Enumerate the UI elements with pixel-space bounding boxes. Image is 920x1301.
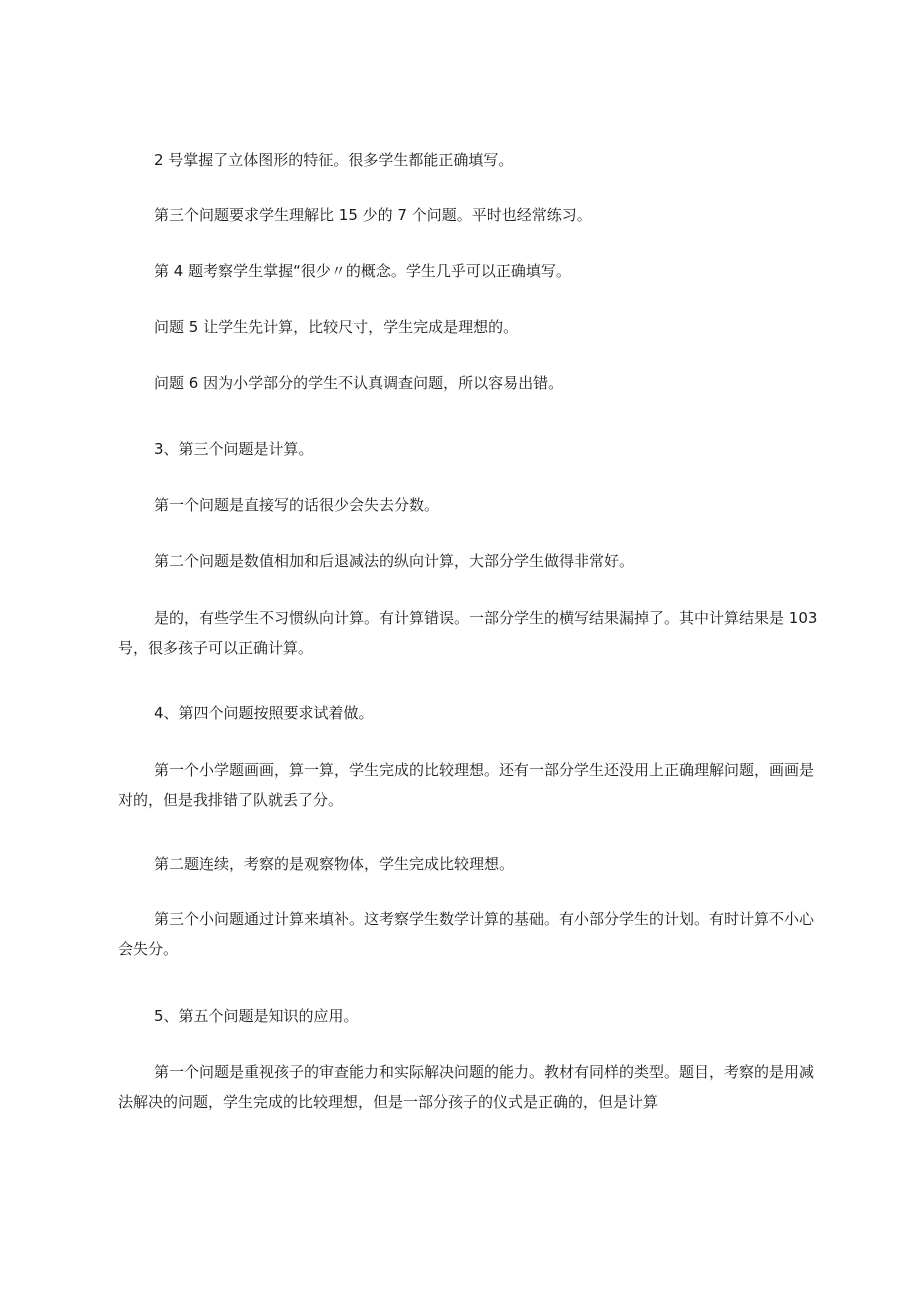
section-heading: 3、第三个问题是计算。 bbox=[154, 440, 314, 458]
paragraph: 第一个小学题画画，算一算，学生完成的比较理想。还有一部分学生还没用上正确理解问题，画画是对的，但是我排错了队就丢了分。 bbox=[118, 761, 815, 809]
paragraph: 第一个问题是重视孩子的审查能力和实际解决问题的能力。教材有同样的类型。题目，考察的是用减法解决的问题，学生完成的比较理想，但是一部分孩子的仪式是正确的，但是计算 bbox=[118, 1063, 815, 1111]
paragraph: 第二个问题是数值相加和后退减法的纵向计算，大部分学生做得非常好。 bbox=[154, 552, 635, 570]
paragraph: 2 号掌握了立体图形的特征。很多学生都能正确填写。 bbox=[154, 151, 514, 169]
paragraph: 第三个小问题通过计算来填补。这考察学生数学计算的基础。有小部分学生的计划。有时计算不小心会失分。 bbox=[118, 910, 815, 958]
paragraph: 问题 6 因为小学部分的学生不认真调查问题，所以容易出错。 bbox=[154, 374, 564, 392]
paragraph: 是的，有些学生不习惯纵向计算。有计算错误。一部分学生的横写结果漏掉了。其中计算结果是 103 号，很多孩子可以正确计算。 bbox=[118, 609, 818, 657]
paragraph: 第一个问题是直接写的话很少会失去分数。 bbox=[154, 496, 440, 514]
section-heading: 5、第五个问题是知识的应用。 bbox=[154, 1007, 359, 1025]
paragraph: 问题 5 让学生先计算，比较尺寸，学生完成是理想的。 bbox=[154, 318, 519, 336]
paragraph: 第 4 题考察学生掌握“很少〃的概念。学生几乎可以正确填写。 bbox=[154, 262, 571, 280]
paragraph: 第二题连续，考察的是观察物体，学生完成比较理想。 bbox=[154, 855, 515, 873]
paragraph: 第三个问题要求学生理解比 15 少的 7 个问题。平时也经常练习。 bbox=[154, 206, 592, 224]
section-heading: 4、第四个问题按照要求试着做。 bbox=[154, 704, 374, 722]
